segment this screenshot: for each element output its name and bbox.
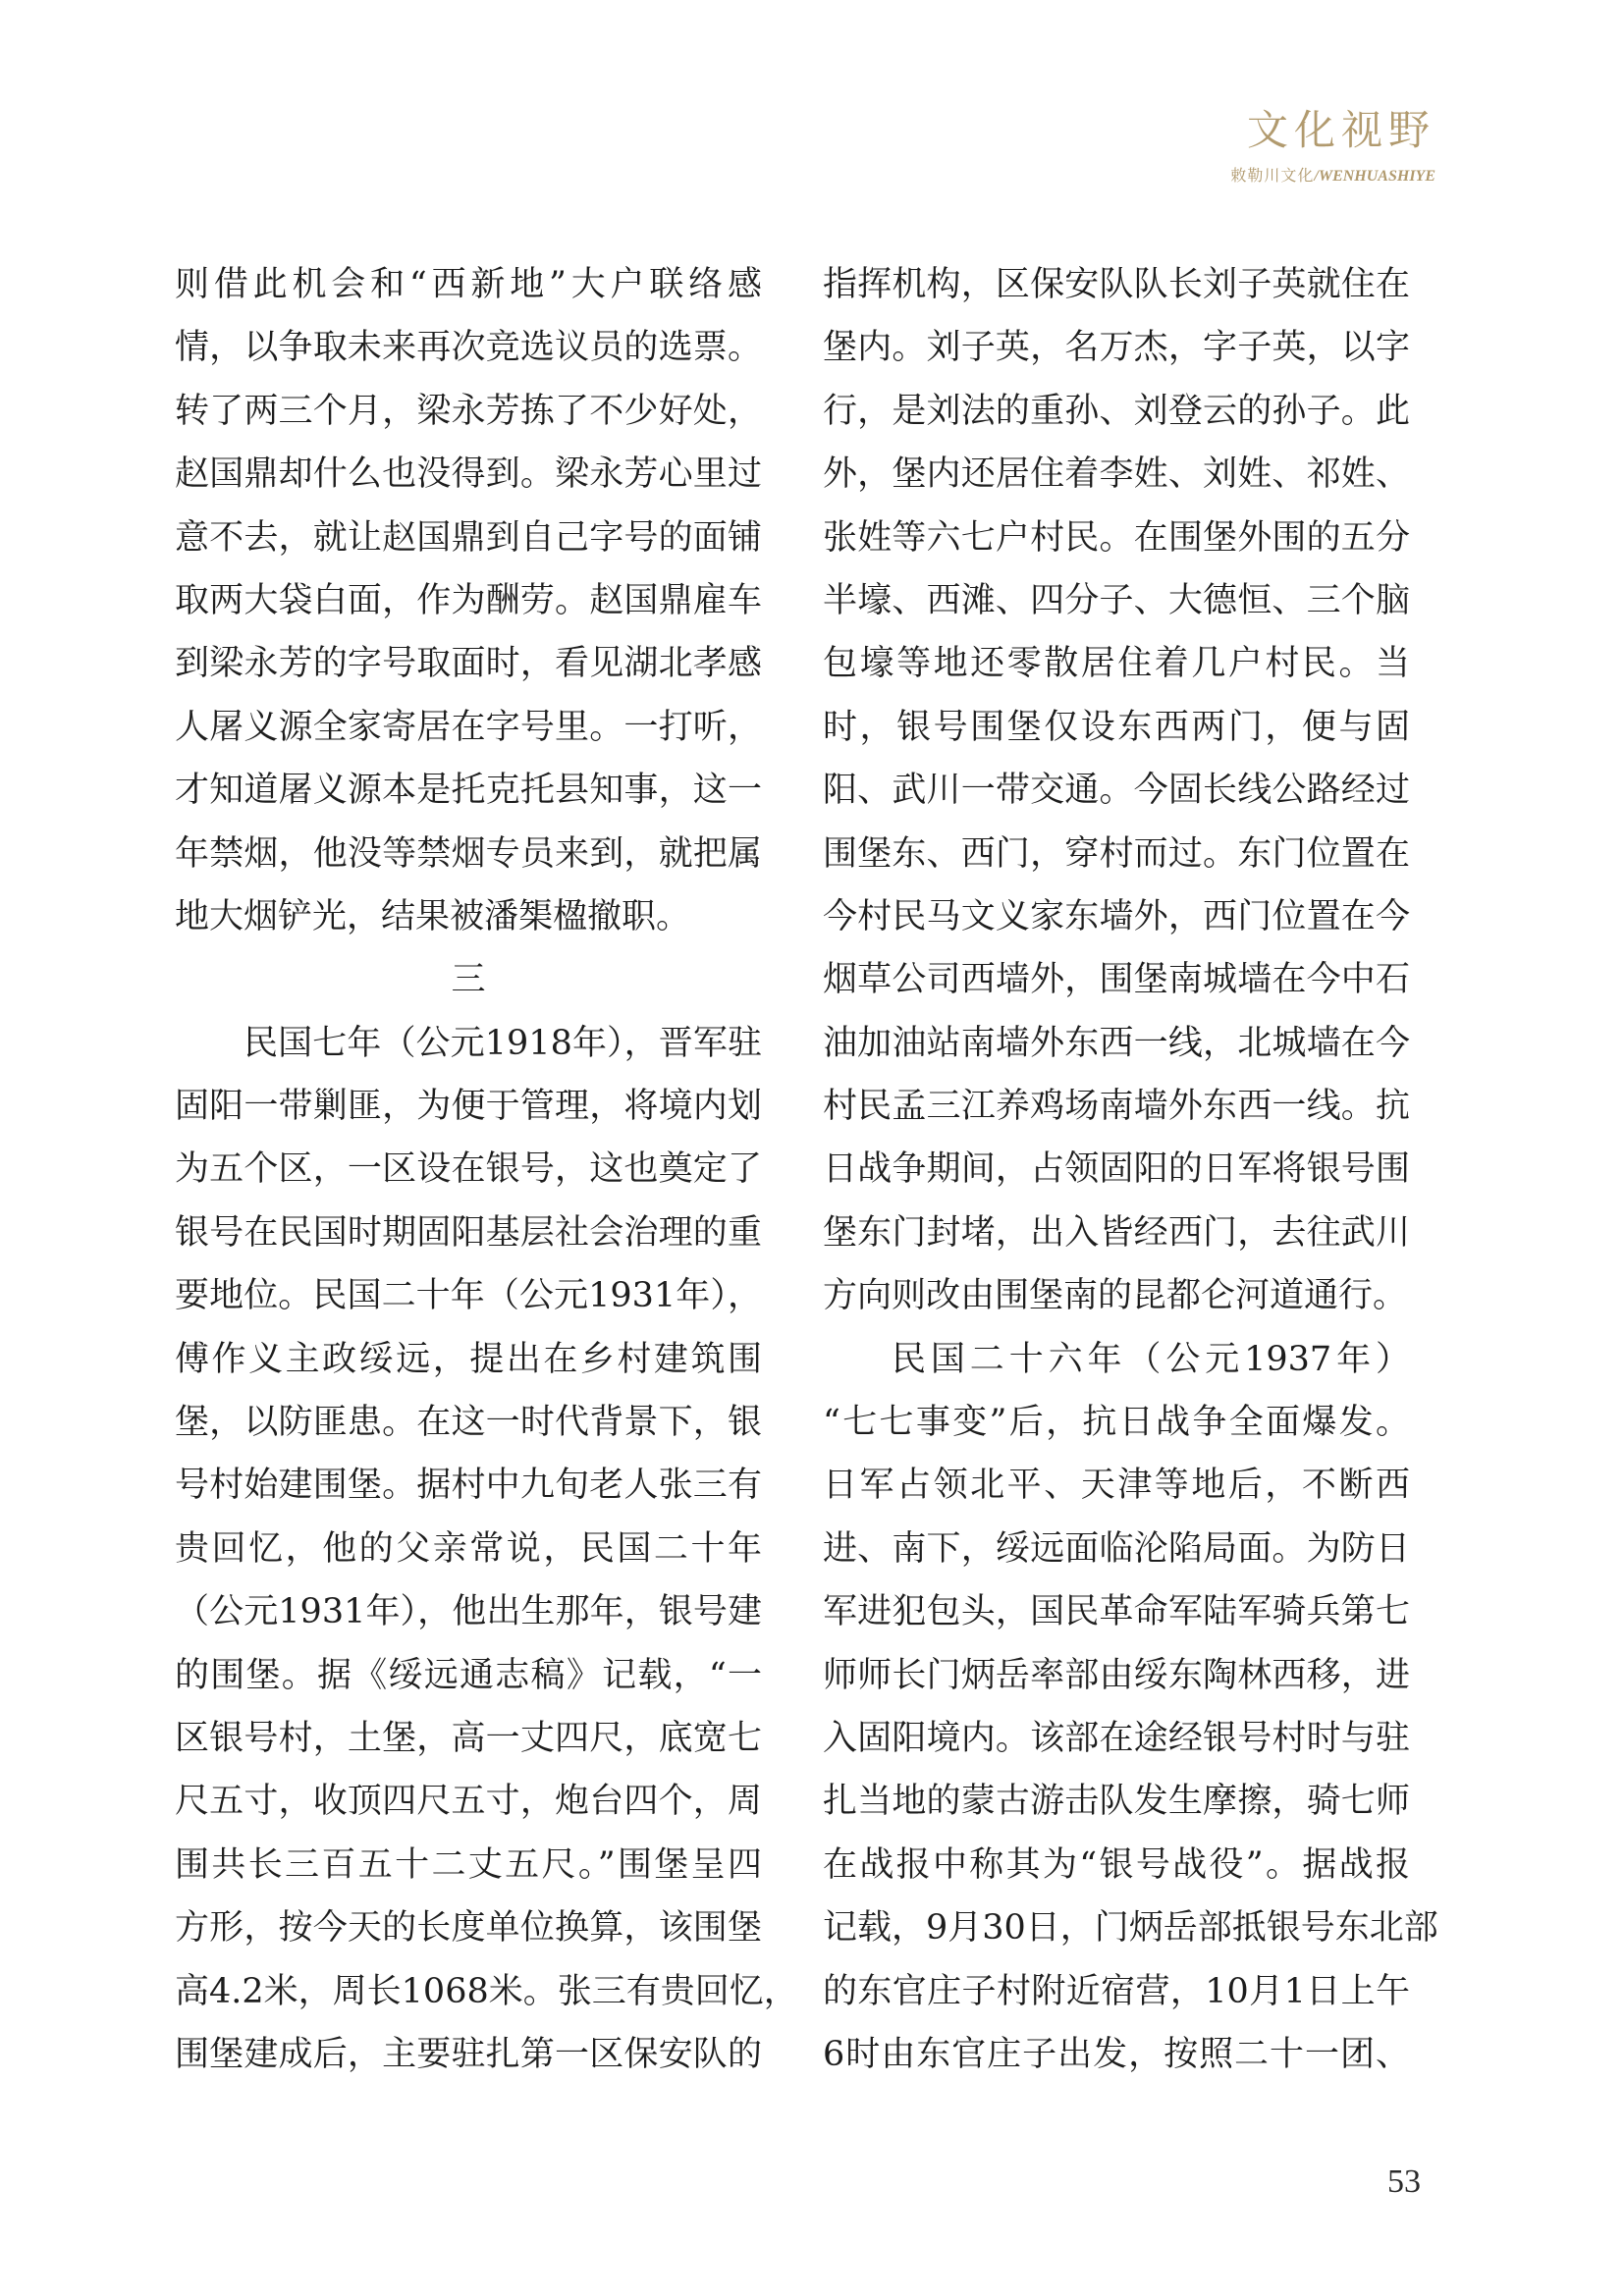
text-line: （公元1931年），他出生那年，银号建 bbox=[175, 1592, 762, 1632]
text-line: 民国七年（公元1918年），晋军驻 bbox=[244, 1023, 762, 1063]
text-line: 情，以争取未来再次竞选议员的选票。 bbox=[175, 328, 762, 368]
text-line: 为五个区，一区设在银号，这也奠定了 bbox=[175, 1149, 762, 1190]
text-line: 村民孟三江养鸡场南墙外东西一线。抗 bbox=[823, 1087, 1410, 1127]
text-line: 的东官庄子村附近宿营，10月1日上午 bbox=[823, 1971, 1410, 2011]
text-line: 才知道屠义源本是托克托县知事，这一 bbox=[175, 771, 762, 811]
text-line: 油加油站南墙外东西一线，北城墙在今 bbox=[823, 1023, 1410, 1063]
text-line: 赵国鼎却什么也没得到。梁永芳心里过 bbox=[175, 454, 762, 495]
text-line: 军进犯包头，国民革命军陆军骑兵第七 bbox=[823, 1592, 1410, 1632]
text-line: 区银号村，土堡，高一丈四尺，底宽七 bbox=[175, 1718, 762, 1758]
text-line: 今村民马文义家东墙外，西门位置在今 bbox=[823, 896, 1410, 936]
page-number: 53 bbox=[1387, 2163, 1421, 2200]
text-line: 张姓等六七户村民。在围堡外围的五分 bbox=[823, 517, 1410, 558]
text-line: 记载，9月30日，门炳岳部抵银号东北部 bbox=[823, 1908, 1438, 1949]
text-line: 的围堡。据《绥远通志稿》记载，“一 bbox=[175, 1655, 762, 1695]
text-line: 傅作义主政绥远，提出在乡村建筑围 bbox=[175, 1339, 762, 1379]
text-line: 到梁永芳的字号取面时，看见湖北孝感 bbox=[175, 644, 762, 684]
text-line: 围共长三百五十二丈五尺。”围堡呈四 bbox=[175, 1844, 762, 1885]
text-line: 意不去，就让赵国鼎到自己字号的面铺 bbox=[175, 517, 762, 558]
text-line: 年禁烟，他没等禁烟专员来到，就把属 bbox=[175, 833, 762, 874]
text-line: 贵回忆，他的父亲常说，民国二十年 bbox=[175, 1528, 762, 1569]
text-line: 半壕、西滩、四分子、大德恒、三个脑 bbox=[823, 580, 1410, 620]
text-line: 行，是刘法的重孙、刘登云的孙子。此 bbox=[823, 391, 1410, 431]
section-heading: 三 bbox=[451, 960, 486, 1000]
text-line: 堡内。刘子英，名万杰，字子英，以字 bbox=[823, 328, 1410, 368]
text-line: 地大烟铲光，结果被潘榘楹撤职。 bbox=[175, 896, 691, 936]
text-line: 6时由东官庄子出发，按照二十一团、 bbox=[823, 2034, 1410, 2074]
text-line: 阳、武川一带交通。今固长线公路经过 bbox=[823, 771, 1410, 811]
page-header bbox=[1230, 106, 1435, 186]
text-line: 堡东门封堵，出入皆经西门，去往武川 bbox=[823, 1212, 1410, 1253]
text-line: 日军占领北平、天津等地后，不断西 bbox=[823, 1466, 1410, 1506]
text-line: 外，堡内还居住着李姓、刘姓、祁姓、 bbox=[823, 454, 1410, 495]
text-line: 方向则改由围堡南的昆都仑河道通行。 bbox=[823, 1276, 1408, 1316]
text-line: 转了两三个月，梁永芳拣了不少好处， bbox=[175, 391, 762, 431]
section-subtitle bbox=[1230, 163, 1435, 186]
text-line: 入固阳境内。该部在途经银号村时与驻 bbox=[823, 1718, 1410, 1758]
text-line: 围堡建成后，主要驻扎第一区保安队的 bbox=[175, 2034, 762, 2074]
text-line: 人屠义源全家寄居在字号里。一打听， bbox=[175, 707, 762, 747]
text-line: 日战争期间，占领固阳的日军将银号围 bbox=[823, 1149, 1410, 1190]
text-line: 在战报中称其为“银号战役”。据战报 bbox=[823, 1844, 1410, 1885]
text-line: 固阳一带剿匪，为便于管理，将境内划 bbox=[175, 1087, 762, 1127]
text-line: 银号在民国时期固阳基层社会治理的重 bbox=[175, 1212, 762, 1253]
subtitle-chinese: 敕勒川文化 bbox=[1230, 166, 1315, 185]
text-line: 要地位。民国二十年（公元1931年）， bbox=[175, 1276, 762, 1316]
text-line: 民国二十六年（公元1937年） bbox=[892, 1339, 1410, 1379]
left-column bbox=[175, 253, 798, 2086]
text-line: “七七事变”后，抗日战争全面爆发。 bbox=[823, 1403, 1410, 1443]
text-line: 高4.2米，周长1068米。张三有贵回忆， bbox=[175, 1971, 798, 2011]
text-line: 方形，按今天的长度单位换算，该围堡 bbox=[175, 1908, 762, 1949]
text-line: 进、南下，绥远面临沦陷局面。为防日 bbox=[823, 1528, 1410, 1569]
text-line: 取两大袋白面，作为酬劳。赵国鼎雇车 bbox=[175, 580, 762, 620]
text-line: 尺五寸，收顶四尺五寸，炮台四个，周 bbox=[175, 1782, 762, 1822]
text-line: 师师长门炳岳率部由绥东陶林西移，进 bbox=[823, 1655, 1410, 1695]
section-title: 文化视野 bbox=[1246, 106, 1435, 154]
text-line: 围堡东、西门，穿村而过。东门位置在 bbox=[823, 833, 1410, 874]
text-line: 包壕等地还零散居住着几户村民。当 bbox=[823, 644, 1410, 684]
subtitle-english: /WENHUASHIYE bbox=[1314, 168, 1435, 185]
right-column bbox=[823, 253, 1438, 2086]
text-line: 扎当地的蒙古游击队发生摩擦，骑七师 bbox=[823, 1782, 1410, 1822]
text-line: 指挥机构，区保安队队长刘子英就住在 bbox=[823, 265, 1410, 304]
text-line: 则借此机会和“西新地”大户联络感 bbox=[175, 265, 762, 304]
text-line: 时，银号围堡仅设东西两门，便与固 bbox=[823, 707, 1410, 747]
text-line: 号村始建围堡。据村中九旬老人张三有 bbox=[175, 1466, 762, 1506]
text-line: 堡，以防匪患。在这一时代背景下，银 bbox=[175, 1403, 762, 1443]
text-line: 烟草公司西墙外，围堡南城墙在今中石 bbox=[823, 960, 1410, 1000]
